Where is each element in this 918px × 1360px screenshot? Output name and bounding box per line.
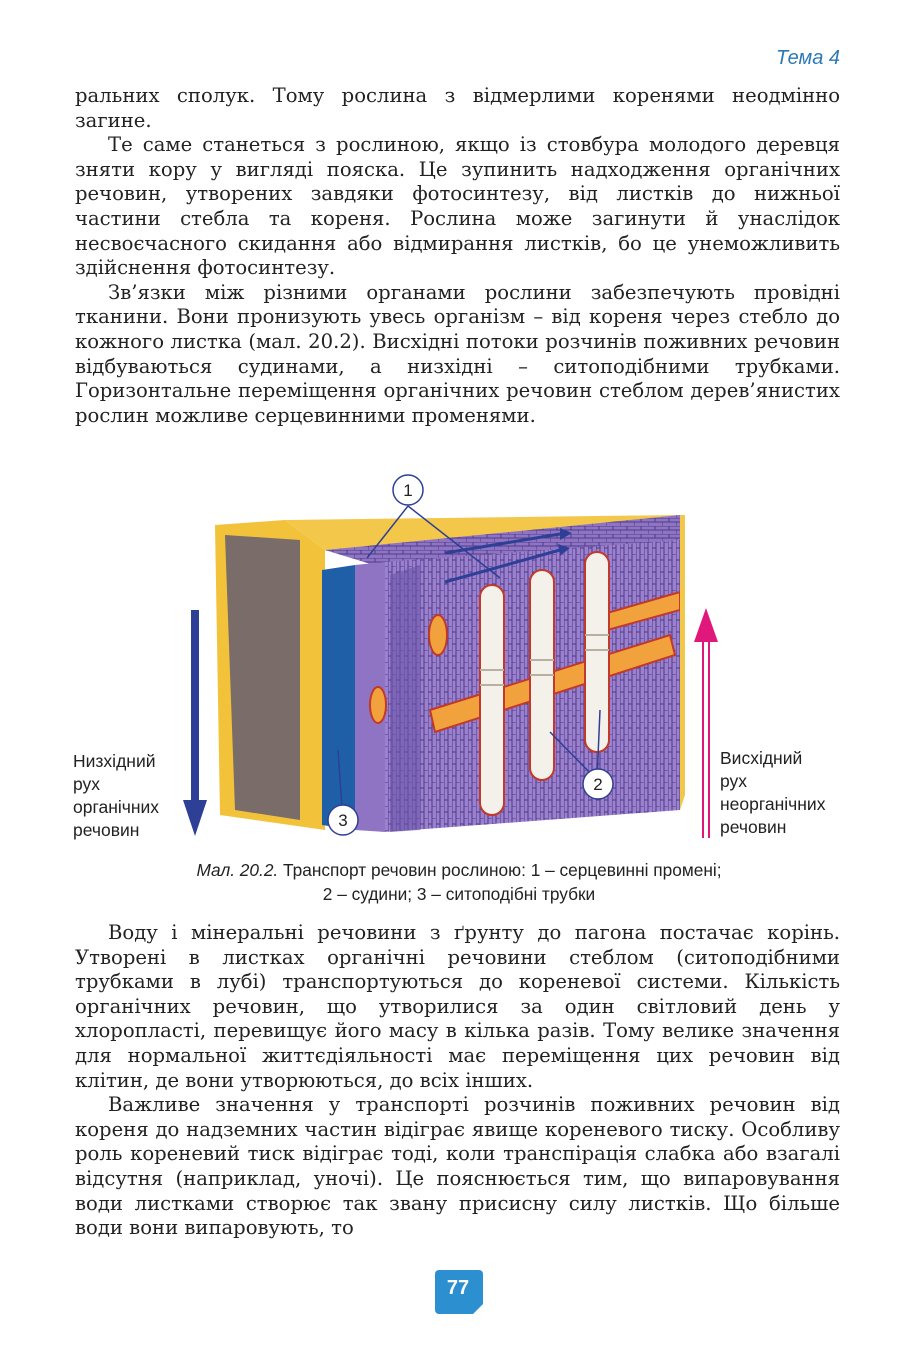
paragraph: Воду і мінеральні речовини з ґрунту до пагона постачає корінь. Утворені в листках органічні речовини стеблом (ситоподібними трубками в лубі) транспортуються до кореневої системи. Кількість органічних речовин, що утворилися за один світловий день у хлоропласті, перевищує його масу в кілька разів. Тому велике значення для нормальної життєдіяльності має переміщення цих речовин від клітин, де вони утворюються, до всіх інших.: [75, 921, 840, 1092]
svg-text:3: 3: [338, 811, 348, 830]
down-arrow-icon: [183, 610, 207, 836]
page-number-badge: [433, 1268, 487, 1320]
paragraph: ральних сполук. Тому рослина з відмерлими коренями неодмінно загине.: [75, 84, 840, 132]
paragraph: Те саме станеться з рослиною, якщо із стовбура молодого деревця зняти кору у вигляді пояска. Це зупинить надходження органічних речовин, утворених завдяки фотосинтезу, від листків до нижньої частини стебла та кореня. Рослина може загинути й унаслідок несвоєчасного скидання або відмирання листків, бо це унеможливить здійснення фотосинтезу.: [75, 133, 840, 280]
text-block-top: [75, 84, 840, 428]
bark-dark-layer: [225, 535, 300, 820]
svg-text:2: 2: [593, 775, 603, 794]
marker-1: [393, 475, 423, 505]
sieve-tube-layer: [322, 565, 355, 830]
caption-line-2: 2 – судини; 3 – ситоподібні трубки: [322, 884, 596, 904]
page-topic: Тема 4: [776, 47, 840, 69]
text-block-bottom: [75, 921, 840, 1241]
svg-text:1: 1: [403, 481, 413, 500]
stem-transport-figure: [60, 470, 860, 850]
figure-caption: [75, 858, 843, 906]
paragraph: Зв’язки між різними органами рослини забезпечують провідні тканини. Вони пронизують увесь організм – від кореня через стебло до кожного листка (мал. 20.2). Висхідні потоки розчинів поживних речовин відбуваються судинами, а низхідні – ситоподібними трубками. Горизонтальне переміщення органічних речовин стеблом дерев’янистих рослин можливе серцевинними променями.: [75, 280, 840, 427]
marker-3: [328, 805, 358, 835]
caption-lead: Мал. 20.2.: [196, 860, 279, 880]
upward-flow-label: Висхідний рух неорганічних речовин: [720, 748, 826, 837]
marker-2: [583, 769, 613, 799]
paragraph: Важливе значення у транспорті розчинів поживних речовин від кореня до надземних частин відіграє явище кореневого тиску. Особливу роль кореневий тиск відіграє тоді, коли транспірація слабка або взагалі відсутня (наприклад, уночі). Це пояснюється тим, що випаровування води листками створює так звану присисну силу листків. Що більше води вони випаровують, то: [75, 1093, 840, 1240]
caption-line-1: Транспорт речовин рослиною: 1 – серцевинні промені;: [283, 860, 722, 880]
page-number: 77: [446, 1277, 470, 1299]
downward-flow-label: Низхідний рух органічних речовин: [73, 751, 160, 840]
up-arrow-icon: [694, 608, 718, 838]
